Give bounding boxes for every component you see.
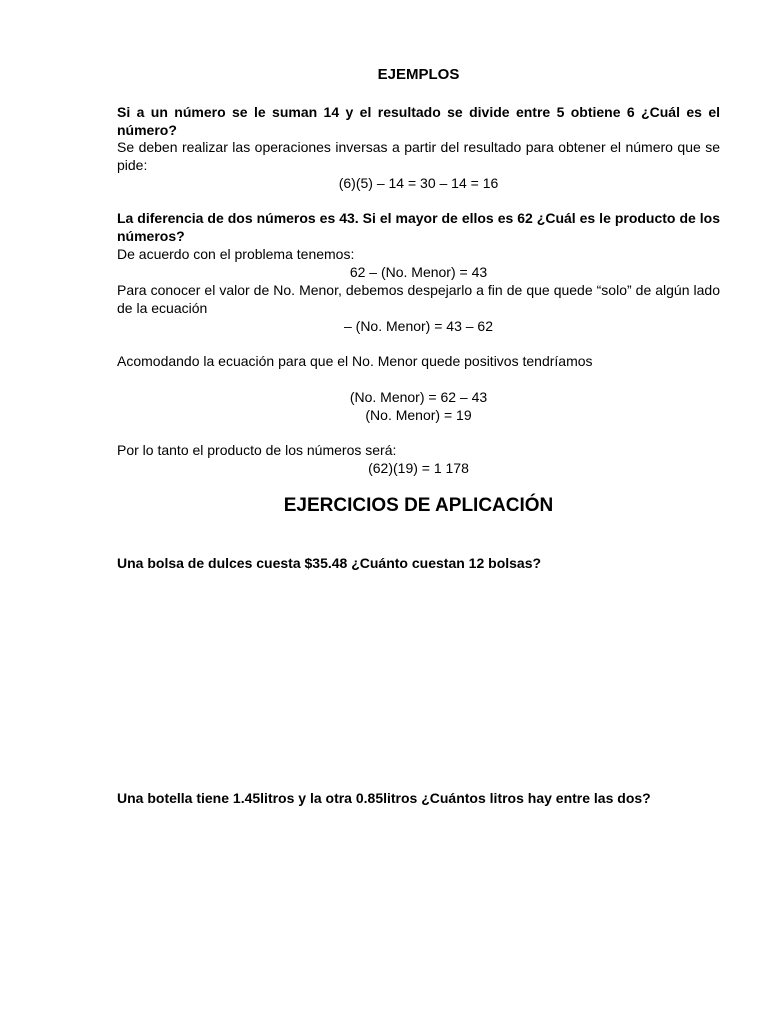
example1-question: Si a un número se le suman 14 y el resultado se divide entre 5 obtiene 6 ¿Cuál es el número? xyxy=(117,104,720,138)
example2-equation5: (62)(19) = 1 178 xyxy=(368,460,469,476)
exercise1-question: Una bolsa de dulces cuesta $35.48 ¿Cuánto cuestan 12 bolsas? xyxy=(117,555,542,571)
example1-explanation: Se deben realizar las operaciones inversas a partir del resultado para obtener el número que se pide: xyxy=(117,139,720,173)
example2-equation4: (No. Menor) = 19 xyxy=(365,407,472,423)
example1-equation: (6)(5) – 14 = 30 – 14 = 16 xyxy=(338,175,499,191)
examples-heading: EJEMPLOS xyxy=(377,66,460,83)
example2-equation1: 62 – (No. Menor) = 43 xyxy=(349,264,488,280)
example2-line4: Por lo tanto el producto de los números será: xyxy=(117,442,397,458)
example2-equation3: (No. Menor) = 62 – 43 xyxy=(349,389,488,405)
example2-line2: Para conocer el valor de No. Menor, debemos despejarlo a fin de que quede “solo” de algún lado de la ecuación xyxy=(117,282,720,316)
example2-equation2: – (No. Menor) = 43 – 62 xyxy=(343,318,494,334)
exercises-heading: EJERCICIOS DE APLICACIÓN xyxy=(283,495,554,516)
exercise2-question: Una botella tiene 1.45litros y la otra 0.85litros ¿Cuántos litros hay entre las dos? xyxy=(117,790,651,806)
example2-question: La diferencia de dos números es 43. Si el mayor de ellos es 62 ¿Cuál es le producto de los números? xyxy=(117,210,720,244)
example2-line1: De acuerdo con el problema tenemos: xyxy=(117,246,355,262)
example2-line3: Acomodando la ecuación para que el No. Menor quede positivos tendríamos xyxy=(117,353,593,369)
